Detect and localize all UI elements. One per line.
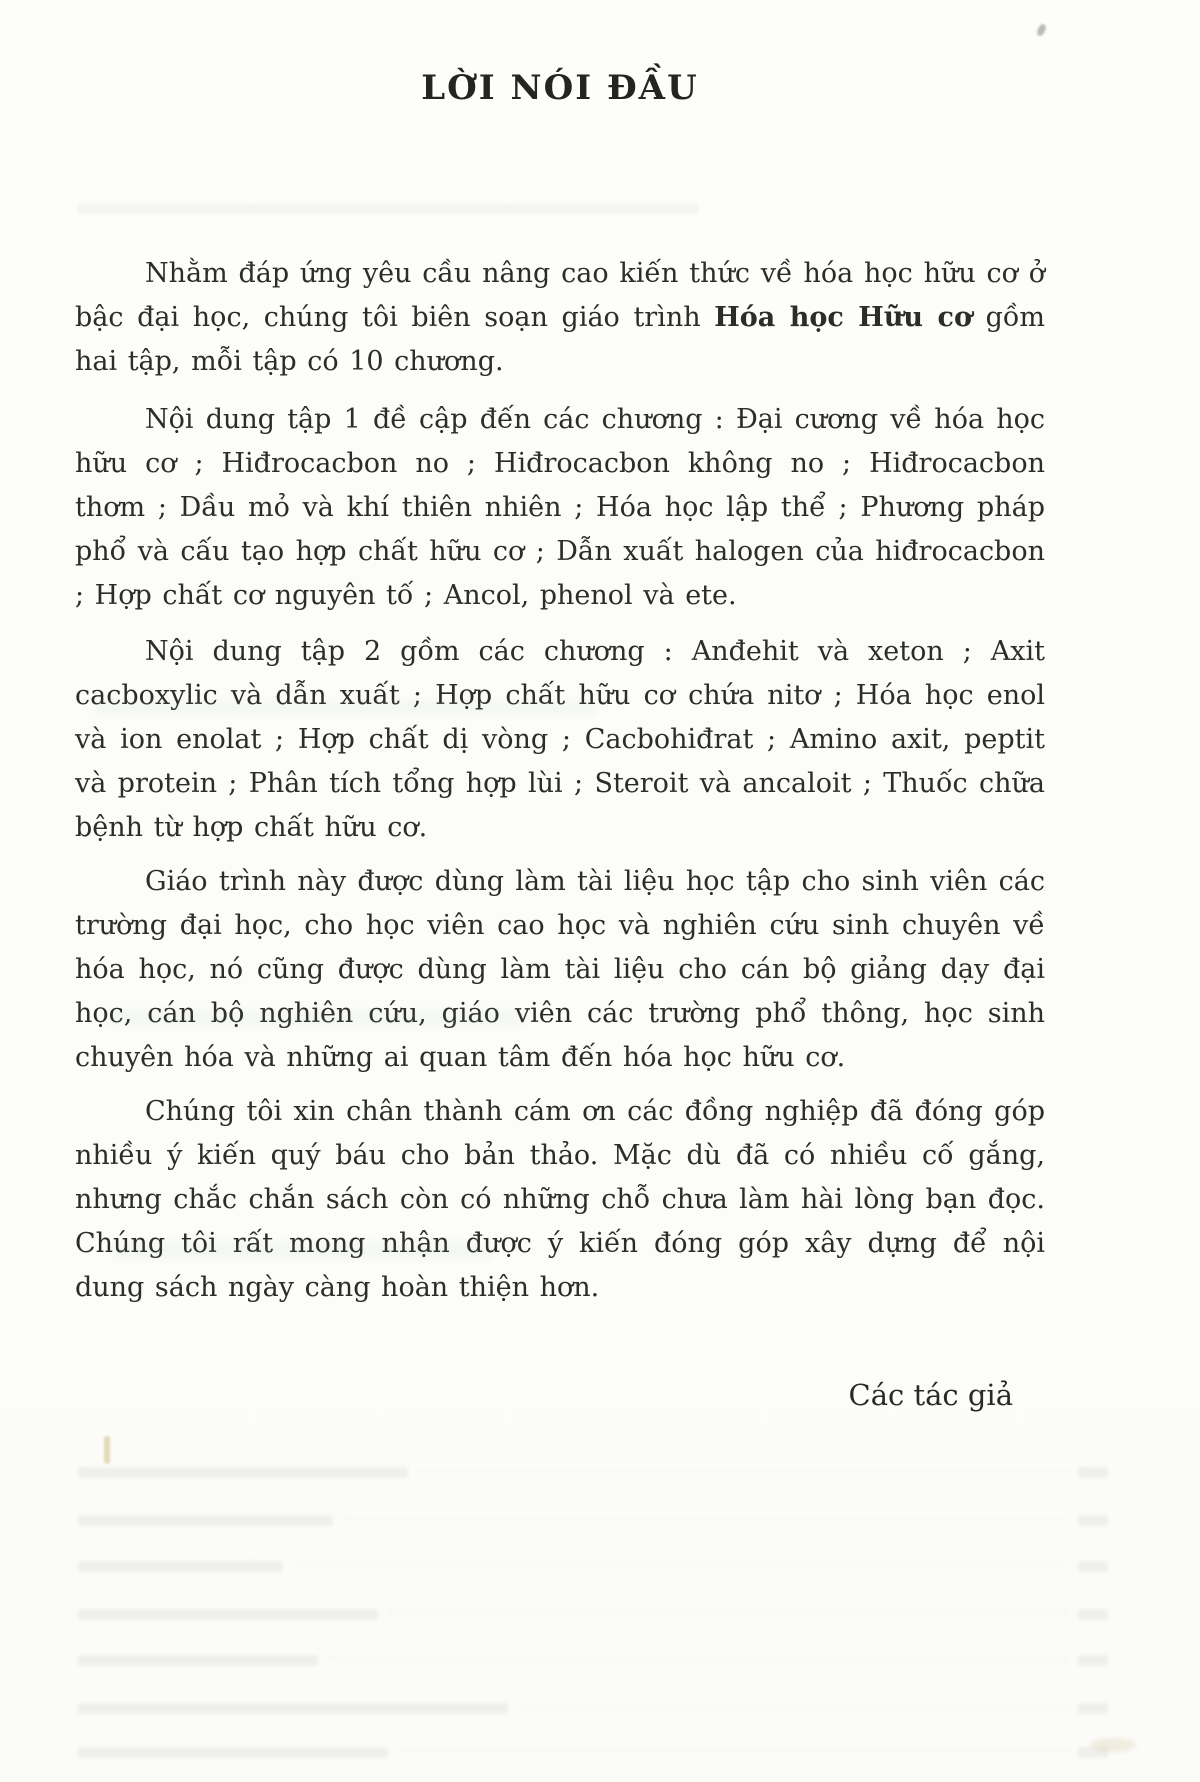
paragraph-acknowledgement: Chúng tôi xin chân thành cám ơn các đồng nghiệp đã đóng góp nhiều ý kiến quý báu cho bản thảo. Mặc dù đã có nhiều cố gắng, nhưng chắc chắn sách còn có những chỗ chưa làm hài lòng bạn đọc. Chúng tôi rất mong nhận được ý kiến đóng góp xây dựng để nội dung sách ngày càng hoàn thiện hơn.: [75, 1096, 1045, 1303]
bleedthrough-artifact: [78, 1462, 1108, 1482]
bleedthrough-artifact: [78, 198, 1108, 218]
bleedthrough-artifact: [78, 1556, 1108, 1576]
paragraph-intro: [75, 252, 1045, 384]
bleedthrough-artifact: [78, 1510, 1108, 1530]
paragraph-volume1-contents: Nội dung tập 1 đề cập đến các chương : Đại cương về hóa học hữu cơ ; Hiđrocacbon no ; Hiđrocacbon không no ; Hiđrocacbon thơm ; Dầu mỏ và khí thiên nhiên ; Hóa học lập thể ; Phương pháp phổ và cấu tạo hợp chất hữu cơ ; Dẫn xuất halogen của hiđrocacbon ; Hợp chất cơ nguyên tố ; Ancol, phenol và ete.: [75, 404, 1045, 611]
paragraph-intro-lead: Nhằm đáp ứng yêu cầu nâng cao kiến thức về hóa học hữu cơ ở bậc đại học, chúng tôi biên soạn giáo trình: [75, 258, 1045, 333]
bleedthrough-artifact: [78, 1742, 1108, 1762]
scan-speck: [104, 1436, 110, 1464]
scan-speck: [1036, 23, 1047, 37]
book-title-bold: Hóa học Hữu cơ: [714, 302, 972, 333]
bleedthrough-artifact: [78, 1698, 1108, 1718]
paragraph-intro-tail: gồm hai tập, mỗi tập có 10 chương.: [75, 302, 1045, 377]
paragraph-audience: Giáo trình này được dùng làm tài liệu học tập cho sinh viên các trường đại học, cho học viên cao học và nghiên cứu sinh chuyên về hóa học, nó cũng được dùng làm tài liệu cho cán bộ giảng dạy đại học, cán bộ nghiên cứu, giáo viên các trường phổ thông, học sinh chuyên hóa và những ai quan tâm đến hóa học hữu cơ.: [75, 866, 1045, 1073]
scan-speck: [1090, 1738, 1136, 1752]
paragraph-volume2-contents: Nội dung tập 2 gồm các chương : Anđehit và xeton ; Axit cacboxylic và dẫn xuất ; Hợp chất hữu cơ chứa nitơ ; Hóa học enol và ion enolat ; Hợp chất dị vòng ; Cacbohiđrat ; Amino axit, peptit và protein ; Phân tích tổng hợp lùi ; Steroit và ancaloit ; Thuốc chữa bệnh từ hợp chất hữu cơ.: [75, 636, 1045, 843]
bleedthrough-artifact: [78, 1604, 1108, 1624]
authors-signature: Các tác giả: [848, 1378, 1013, 1412]
page-title: LỜI NÓI ĐẦU: [421, 68, 699, 108]
bleedthrough-artifact: [78, 1650, 1108, 1670]
